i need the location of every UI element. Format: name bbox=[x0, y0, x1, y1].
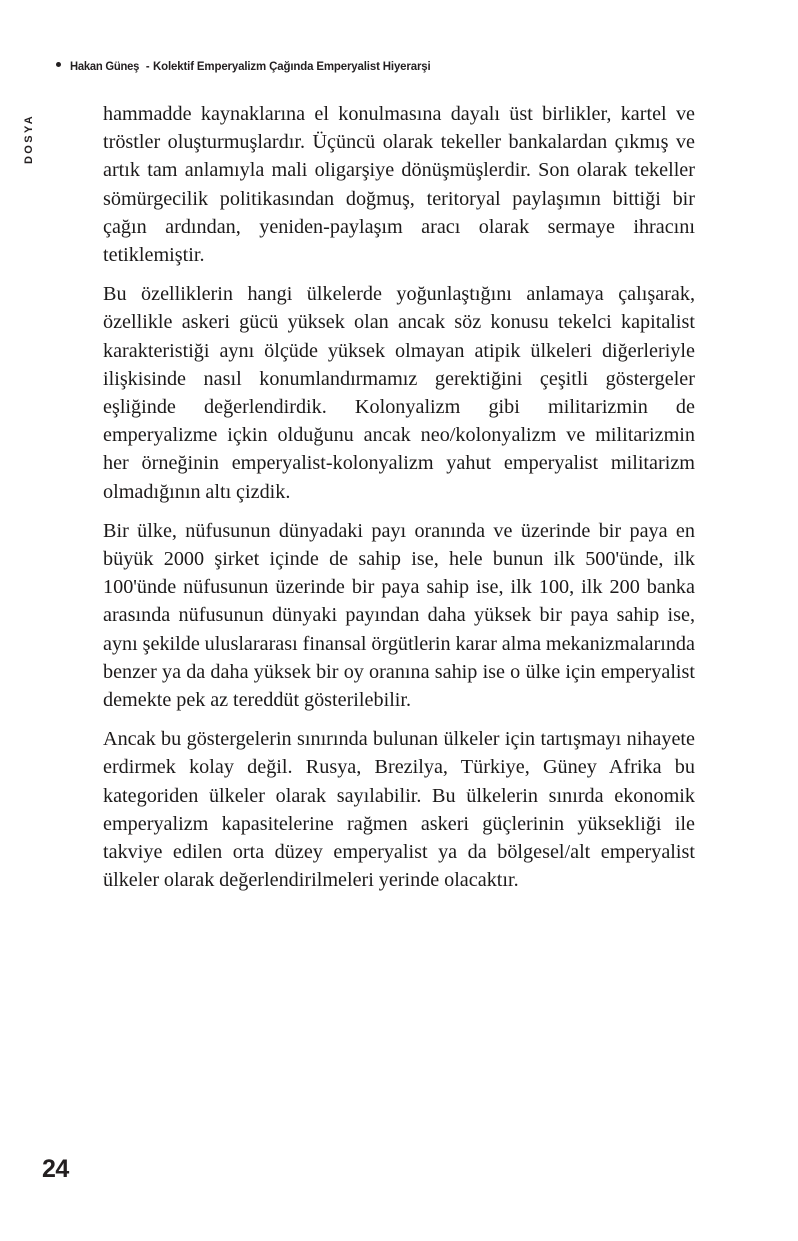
body-paragraph: Bir ülke, nüfusunun dünyadaki payı oranında ve üzerinde bir paya en büyük 2000 şirket içinde de sahip ise, hele bunun ilk 500'ünde, ilk 100'ünde nüfusunun üzerinde bir paya sahip ise, ilk 100, ilk 200 banka arasında nüfusunun dünyaki payından daha yüksek bir paya sahip ise, aynı şekilde uluslararası finansal örgütlerin karar alma mekanizmalarında benzer ya da daha yüksek bir oy oranına sahip ise o ülke için emperyalist demekte pek az tereddüt gösterilebilir. bbox=[103, 519, 695, 712]
body-text-column bbox=[103, 100, 695, 894]
body-paragraph: hammadde kaynaklarına el konulmasına dayalı üst birlikler, kartel ve tröstler oluşturmuşlardır. Üçüncü olarak tekeller bankalardan çıkmış ve artık tam anlamıyla mali oligarşiye dönüşmüşlerdir. Son olarak tekeller sömürgecilik politikasından doğmuş, teritoryal paylaşımın bittiği bir çağın ardından, yeniden-paylaşım aracı olarak sermaye ihracını tetiklemiştir. bbox=[103, 103, 695, 267]
bullet-dot-icon bbox=[56, 62, 61, 67]
header-separator: - bbox=[146, 59, 150, 73]
body-paragraph: Bu özelliklerin hangi ülkelerde yoğunlaştığını anlamaya çalışarak, özellikle askeri gücü yüksek olan ancak söz konusu tekelci kapitalist karakteristiği aynı ölçüde yüksek olmayan atipik ülkeleri diğerleriyle ilişkisinde nasıl konumlandırmamız gerektiğini çeşitli göstergeler eşliğinde değerlendirdik. Kolonyalizm gibi militarizmin de emperyalizme içkin olduğunu ancak neo/kolonyalizm ve militarizmin her örneğinin emperyalist-kolonyalizm yahut emperyalist militarizm olmadığının altı çizdik. bbox=[103, 283, 695, 503]
running-header bbox=[56, 60, 449, 72]
header-article-title: Kolektif Emperyalizm Çağında Emperyalist Hiyerarşi bbox=[153, 59, 431, 73]
body-paragraph: Ancak bu göstergelerin sınırında bulunan ülkeler için tartışmayı nihayete erdirmek kolay değil. Rusya, Brezilya, Türkiye, Güney Afrika bu kategoriden ülkeler olarak sayılabilir. Bu ülkelerin sınırda ekonomik emperyalizm kapasitelerine rağmen askeri güçlerinin yüksekliği ile takviye edilen orta düzey emperyalist ya da bölgesel/alt emperyalist ülkeler olarak değerlendirilmeleri yerinde olacaktır. bbox=[103, 728, 695, 892]
section-marker-label: DOSYA bbox=[23, 113, 35, 165]
section-marker bbox=[16, 96, 42, 182]
header-author: Hakan Güneş bbox=[70, 59, 140, 73]
page-number: 24 bbox=[42, 1155, 69, 1183]
